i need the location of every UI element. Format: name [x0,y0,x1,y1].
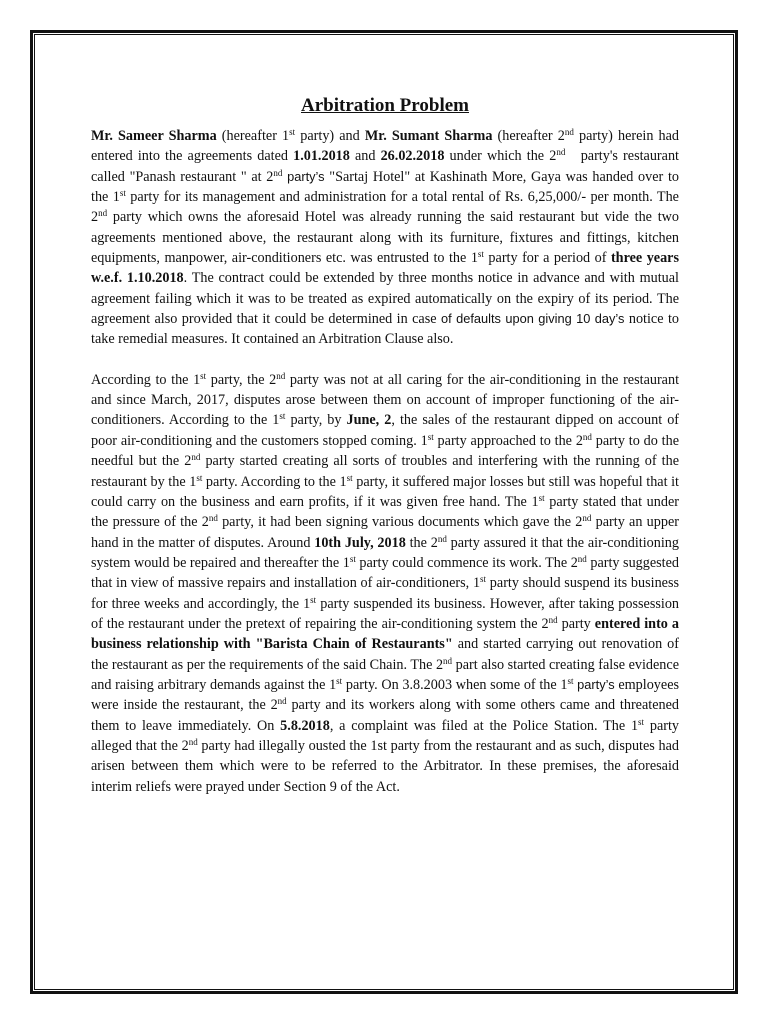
superscript: st [638,716,645,727]
superscript: nd [582,513,592,524]
text-span: party had illegally ousted the 1st party from the restaurant and as such, disputes had arisen between them which were to be referred to the Arbitrator. In these premises, the aforesaid interim reliefs were prayed under Section 9 of the Act. [91,737,679,795]
superscript: st [346,472,353,483]
superscript: nd [208,513,218,524]
superscript: st [567,675,574,686]
text-span: , the sales of the restaurant dipped on account of poor air-conditioning and the customers stopped coming. 1 [91,412,680,449]
superscript: nd [276,370,286,381]
superscript: st [427,431,434,442]
superscript: st [279,411,286,422]
agreement-date-2: 26.02.2018 [380,148,445,165]
superscript: st [196,472,203,483]
text-span: party [557,615,595,632]
text-span: under which the 2 [444,148,557,165]
superscript: nd [191,452,201,463]
superscript: nd [556,147,566,158]
text-span: party for its management and administration for a total rental of Rs. 6,25,000/- per month. The 2 [91,189,679,226]
text-span: party should suspend its business for three weeks and accordingly, the 1 [91,575,679,612]
text-span: and started carrying out renovation of the restaurant as per the requirements of the said Chain. The 2 [91,636,679,673]
contract-period: three years w.e.f. 1.10.2018 [91,250,679,287]
paragraph-agreement [91,126,683,350]
text-span: party. According to the 1 [202,473,347,490]
text-span: , a complaint was filed at the Police Station. The 1 [329,717,639,734]
text-span: party an upper hand in the matter of disputes. Around [91,514,679,551]
superscript: st [119,188,126,199]
text-span: party assured it that the air-conditioning system would be repaired and thereafter the 1 [91,534,679,571]
text-span: party which owns the aforesaid Hotel was already running the said restaurant but vide the two agreements mentioned above, the restaurant along with its furniture, fixtures and fittings, kitchen equipments, manpower, air-conditioners etc. was entrusted to the 1 [91,209,679,267]
superscript: st [289,127,296,137]
document-title: Arbitration Problem [301,95,469,116]
text-span: party, it suffered major losses but still was hopeful that it could carry on the business and earn profits, if it was given free hand. The 1 [91,473,679,510]
text-span: notice to take remedial measures. It contained an Arbitration Clause also. [91,311,679,348]
party-one-name: Mr. Sameer Sharma [91,128,217,144]
superscript: st [349,553,356,564]
text-span: party, the 2 [206,371,277,388]
superscript: st [310,594,317,605]
text-span: and [349,148,381,165]
agreement-date-1: 1.01.2018 [293,148,350,165]
party-two-name: Mr. Sumant Sharma [364,128,493,144]
business-relationship: entered into a business relationship with "Barista Chain of Restaurants" [91,615,679,653]
superscript: nd [564,127,574,137]
text-span: party suggested that in view of massive repairs and installation of air-conditioners, 1 [91,554,679,592]
document-body [91,94,683,797]
text-span: party could commence its work. The 2 [355,554,578,571]
superscript: nd [277,696,287,707]
superscript: st [200,370,207,381]
text-span: party's restaurant called "Panash restaurant " at 2 [91,148,683,185]
complaint-date: 5.8.2018 [280,717,330,734]
text-span: . The contract could be extended by three months notice in advance and with mutual agreement failing which it was to be treated as expired automatically on the expiry of its period. The agreement also provided that it could be determined in case [91,270,679,328]
text-span: According to the 1 [91,371,201,388]
superscript: nd [273,167,283,178]
paragraph-dispute [91,370,679,797]
superscript: nd [548,614,558,625]
superscript: st [477,249,484,260]
superscript: st [538,492,545,503]
text-span: "Sartaj Hotel" at Kashinath More, Gaya was handed over to the 1 [91,168,679,206]
date-june: June, 2 [346,412,392,429]
text-span: party’s [573,676,615,692]
text-span: party to do the needful but the 2 [91,432,679,470]
superscript: nd [582,431,592,442]
text-span: employees were inside the restaurant, the 2 [91,676,680,714]
superscript: nd [98,208,108,219]
text-span: party started creating all sorts of troubles and interfering with the running of the restaurant by the 1 [91,453,679,490]
text-span: (hereafter 2 [492,128,565,144]
text-span: party) herein had entered into the agreements dated [91,128,680,165]
text-span: (hereafter 1 [216,128,290,144]
text-span: party for a period of [483,250,611,267]
text-span: party was not at all caring for the air-conditioning in the restaurant and since March, 2017, disputes arose between them on account of improper functioning of the air-conditioners. According to the 1 [91,371,680,429]
text-span: party, it had been signing various documents which gave the 2 [217,514,583,531]
date-july: 10th July, 2018 [314,534,406,551]
text-span: party stated that under the pressure of the 2 [91,493,679,531]
text-span: the 2 [405,534,438,551]
superscript: st [336,675,343,686]
text-span: party’s [282,168,325,184]
text-span: party, by [285,412,347,429]
superscript: nd [437,533,447,544]
superscript: st [480,574,487,585]
text-span: party and its workers along with some others came and threatened them to leave immediately. On [91,697,679,734]
superscript: nd [577,553,587,564]
text-span: of defaults upon giving 10 day’s [440,311,625,327]
text-span: party) and [295,128,365,144]
text-span: party approached to the 2 [433,432,583,449]
text-span: party suspended its business. However, after taking possession of the restaurant under the pretext of repairing the air-conditioning system the 2 [91,595,680,632]
text-span: part also started creating false evidence and raising arbitrary demands against the 1 [91,656,679,693]
superscript: nd [443,655,453,666]
superscript: nd [188,736,198,747]
text-span: party. On 3.8.2003 when some of the 1 [342,676,568,693]
text-span: party alleged that the 2 [91,717,680,754]
